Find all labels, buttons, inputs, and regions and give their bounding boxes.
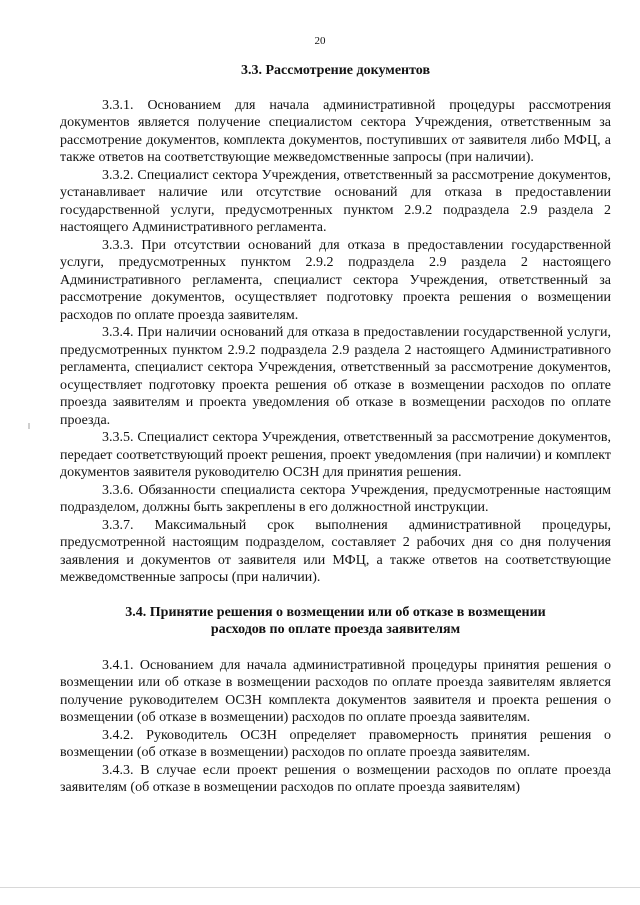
section-3-3-title: 3.3. Рассмотрение документов [240, 63, 431, 78]
paragraph-3-4-3: 3.4.3. В случае если проект решения о возмещении расходов по оплате проезда заявителям (об отказе в возмещении расходов по оплате проезда заявителям) [60, 762, 611, 795]
page-number: 20 [314, 35, 326, 47]
paragraph-3-3-7: 3.3.7. Максимальный срок выполнения административной процедуры, предусмотренной настоящим подразделом, составляет 2 рабочих дня со дня получения заявления и документов от заявителя или МФЦ, а также ответов на соответствующие межведомственные запросы (при наличии). [60, 517, 611, 585]
paragraph-3-3-1: 3.3.1. Основанием для начала административной процедуры рассмотрения документов является получение специалистом сектора Учреждения, ответственным за рассмотрение документов, комплекта документов, поступивших от заявителя либо МФЦ, а также ответов на соответствующие межведомственные запросы (при наличии). [60, 97, 611, 165]
paragraph-3-3-3: 3.3.3. При отсутствии оснований для отказа в предоставлении государственной услуги, предусмотренных пунктом 2.9.2 подраздела 2.9 раздела 2 настоящего Административного регламента, специалист сектора Учреждения, ответственный за рассмотрение документов, осуществляет подготовку проекта решения о возмещении расходов по оплате проезда заявителям. [60, 237, 611, 323]
section-3-4-title-line-1: 3.4. Принятие решения о возмещении или об отказе в возмещении [125, 604, 546, 620]
paragraph-3-3-2: 3.3.2. Специалист сектора Учреждения, ответственный за рассмотрение документов, устанавливает наличие или отсутствие оснований для отказа в предоставлении государственной услуги, предусмотренных пунктом 2.9.2 подраздела 2.9 раздела 2 настоящего Административного регламента. [60, 167, 611, 235]
document-body [60, 62, 611, 797]
paragraph-3-4-2: 3.4.2. Руководитель ОСЗН определяет правомерность принятия решения о возмещении (об отказе в возмещении) расходов по оплате проезда заявителям. [60, 727, 611, 760]
paragraph-3-3-5: 3.3.5. Специалист сектора Учреждения, ответственный за рассмотрение документов, передает соответствующий проект решения, проект уведомления (при наличии) и комплект документов заявителя руководителю ОСЗН для принятия решения. [60, 430, 611, 480]
section-3-4-title [60, 604, 611, 639]
paragraph-3-4-1: 3.4.1. Основанием для начала административной процедуры принятия решения о возмещении или об отказе в возмещении расходов по оплате проезда заявителям является получение руководителем ОСЗН комплекта документов заявителя и проекта решения о возмещении (об отказе в возмещении) расходов по оплате проезда заявителям. [60, 657, 611, 725]
paragraph-3-3-6: 3.3.6. Обязанности специалиста сектора Учреждения, предусмотренные настоящим подразделом, должны быть закреплены в его должностной инструкции. [60, 482, 611, 515]
page-bottom-border [0, 887, 640, 888]
paragraph-3-3-4: 3.3.4. При наличии оснований для отказа в предоставлении государственной услуги, предусмотренных пунктом 2.9.2 подраздела 2.9 раздела 2 настоящего Административного регламента, специалист сектора Учреждения, ответственный за рассмотрение документов, осуществляет подготовку проекта решения об отказе в возмещении расходов по оплате проезда заявителям и проекта уведомления об отказе в возмещении расходов по оплате проезда. [60, 325, 611, 428]
section-3-4-title-line-2: расходов по оплате проезда заявителям [210, 622, 461, 637]
margin-mark [28, 423, 30, 429]
